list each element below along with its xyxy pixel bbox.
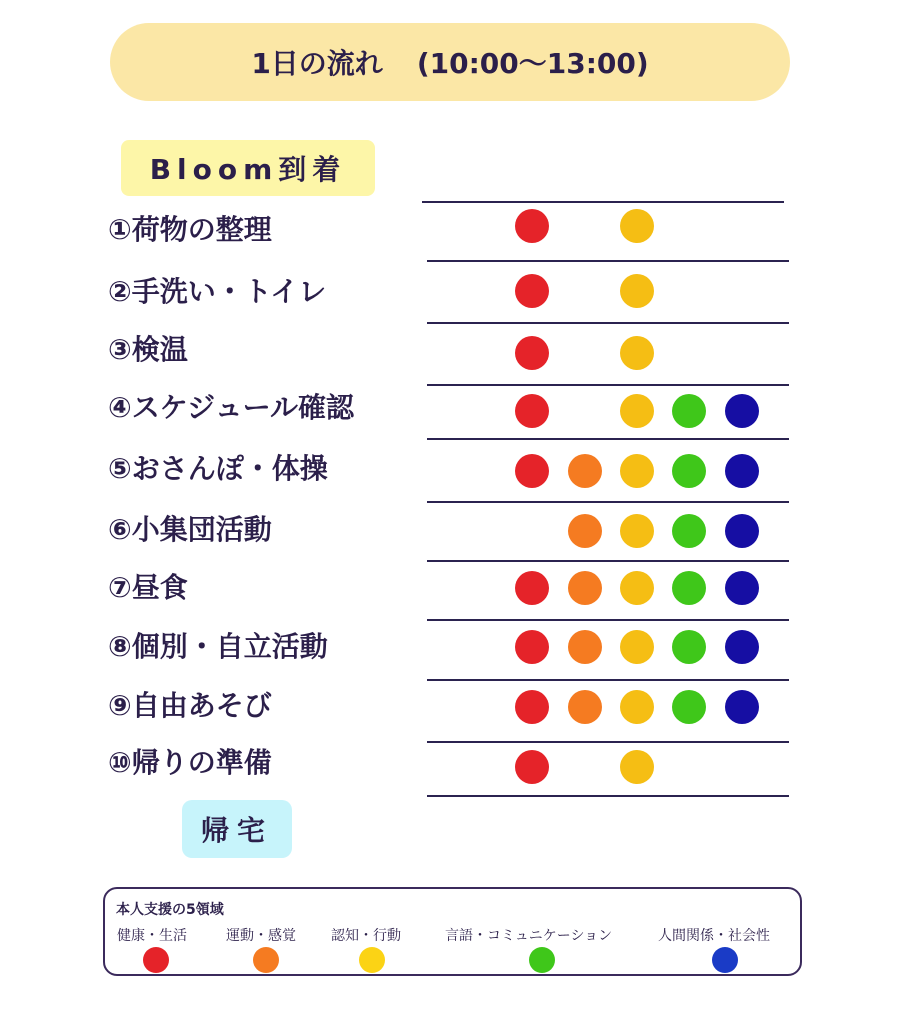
domain-dot-language [672, 630, 706, 664]
domain-dot-health [515, 690, 549, 724]
domain-dot-cognition [620, 336, 654, 370]
domain-dot-cognition [620, 750, 654, 784]
domain-dot-motor [568, 514, 602, 548]
domain-dot-health [515, 336, 549, 370]
legend [103, 887, 802, 976]
arrival-label: Bloom到着 [121, 140, 375, 196]
domain-dot-language [672, 394, 706, 428]
legend-dot-cognition [359, 947, 385, 973]
legend-label-language: 言語・コミュニケーション [445, 928, 613, 944]
activity-label: ⑩帰りの準備 [108, 746, 272, 779]
row-divider [427, 384, 789, 386]
legend-dot-social [712, 947, 738, 973]
title-bar [110, 23, 790, 101]
domain-dot-social [725, 630, 759, 664]
activity-label: ④スケジュール確認 [108, 391, 355, 424]
domain-dot-language [672, 454, 706, 488]
domain-dot-motor [568, 454, 602, 488]
domain-dot-health [515, 750, 549, 784]
domain-dot-health [515, 209, 549, 243]
domain-dot-social [725, 571, 759, 605]
domain-dot-social [725, 514, 759, 548]
row-divider [427, 679, 789, 681]
legend-dot-language [529, 947, 555, 973]
row-divider [427, 322, 789, 324]
legend-label-health: 健康・生活 [117, 928, 187, 944]
legend-dot-motor [253, 947, 279, 973]
row-divider [422, 201, 784, 203]
domain-dot-motor [568, 630, 602, 664]
domain-dot-health [515, 274, 549, 308]
domain-dot-cognition [620, 454, 654, 488]
domain-dot-social [725, 690, 759, 724]
row-divider [427, 741, 789, 743]
domain-dot-language [672, 690, 706, 724]
legend-title: 本人支援の5領域 [116, 902, 224, 918]
page-title: 1日の流れ [251, 47, 383, 80]
domain-dot-health [515, 454, 549, 488]
row-divider [427, 438, 789, 440]
row-divider [427, 501, 789, 503]
domain-dot-cognition [620, 630, 654, 664]
domain-dot-cognition [620, 394, 654, 428]
time-range: (10:00〜13:00) [416, 47, 649, 80]
domain-dot-language [672, 571, 706, 605]
domain-dot-social [725, 454, 759, 488]
domain-dot-cognition [620, 209, 654, 243]
row-divider [427, 260, 789, 262]
legend-label-social: 人間関係・社会性 [658, 928, 770, 944]
row-divider [427, 619, 789, 621]
legend-dot-health [143, 947, 169, 973]
domain-dot-motor [568, 571, 602, 605]
activity-label: ⑨自由あそび [108, 689, 272, 722]
domain-dot-cognition [620, 690, 654, 724]
domain-dot-cognition [620, 571, 654, 605]
domain-dot-language [672, 514, 706, 548]
row-divider [427, 795, 789, 797]
home-label: 帰宅 [182, 800, 292, 858]
activity-label: ⑦昼食 [108, 571, 188, 604]
activity-label: ⑤おさんぽ・体操 [108, 452, 328, 485]
activity-label: ⑧個別・自立活動 [108, 630, 328, 663]
activity-label: ⑥小集団活動 [108, 513, 272, 546]
activity-label: ②手洗い・トイレ [108, 275, 327, 308]
legend-label-motor: 運動・感覚 [226, 928, 296, 944]
domain-dot-health [515, 630, 549, 664]
domain-dot-motor [568, 690, 602, 724]
activity-label: ①荷物の整理 [108, 213, 272, 246]
domain-dot-health [515, 571, 549, 605]
activity-label: ③検温 [108, 333, 188, 366]
domain-dot-cognition [620, 514, 654, 548]
domain-dot-social [725, 394, 759, 428]
legend-label-cognition: 認知・行動 [331, 928, 401, 944]
domain-dot-health [515, 394, 549, 428]
domain-dot-cognition [620, 274, 654, 308]
row-divider [427, 560, 789, 562]
